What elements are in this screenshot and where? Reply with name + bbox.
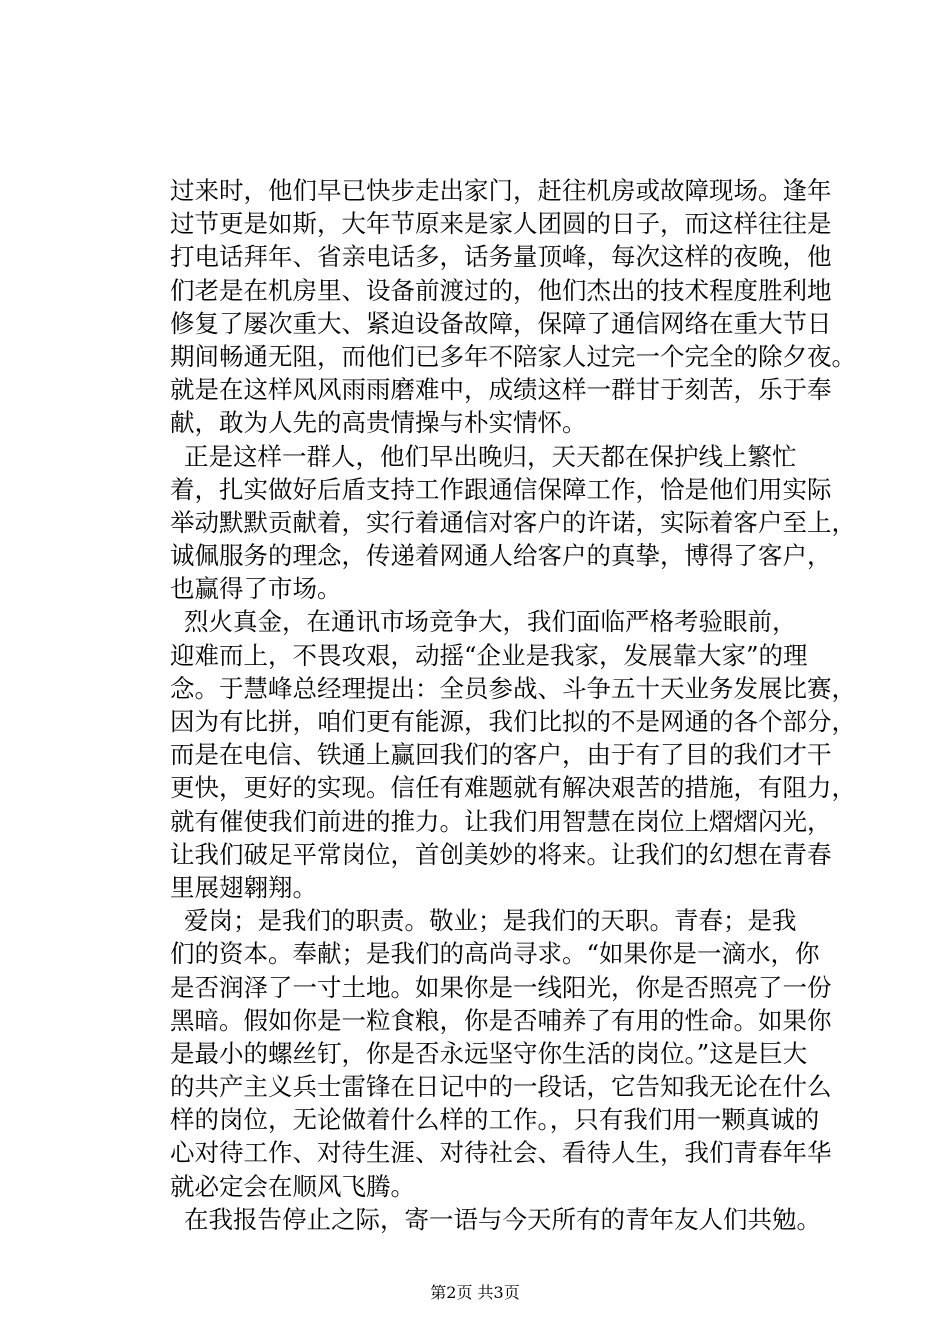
text-line: 迎难而上，不畏攻艰，动摇“企业是我家，发展靠大家”的理 — [170, 640, 808, 670]
text-line: 就必定会在顺风飞腾。 — [170, 1171, 415, 1201]
text-line: 念。于慧峰总经理提出：全员参战、斗争五十天业务发展比赛， — [170, 673, 856, 703]
text-line: 心对待工作、对待生涯、对待社会、看待人生，我们青春年华 — [170, 1138, 832, 1168]
text-line: 们老是在机房里、设备前渡过的，他们杰出的技术程度胜利地 — [170, 275, 832, 305]
text-line: 诚佩服务的理念，传递着网通人给客户的真挚，博得了客户， — [170, 541, 832, 571]
text-line: 里展翅翱翔。 — [170, 872, 317, 902]
text-line: 过节更是如斯，大年节原来是家人团圆的日子，而这样往往是 — [170, 209, 832, 239]
text-line: 因为有比拼，咱们更有能源，我们比拟的不是网通的各个部分， — [170, 707, 856, 736]
text-line: 过来时，他们早已快步走出家门，赶往机房或故障现场。逢年 — [170, 176, 832, 205]
text-line: 就有催使我们前进的推力。让我们用智慧在岗位上熠熠闪光， — [170, 806, 832, 836]
text-line: 而是在电信、铁通上赢回我们的客户，由于有了目的我们才干 — [170, 740, 832, 770]
document-body — [170, 174, 860, 1236]
text-line: 的共产主义兵士雷锋在日记中的一段话，它告知我无论在什么 — [170, 1072, 832, 1102]
text-line: 样的岗位，无论做着什么样的工作。，只有我们用一颗真诚的 — [170, 1105, 820, 1135]
text-line: 黑暗。假如你是一粒食粮，你是否哺养了有用的性命。如果你 — [170, 1005, 832, 1035]
text-line: 更快，更好的实现。信任有难题就有解决艰苦的措施，有阻力， — [170, 773, 856, 803]
text-line: 是否润泽了一寸土地。如果你是一线阳光，你是否照亮了一份 — [170, 972, 832, 1002]
text-line: 们的资本。奉献；是我们的高尚寻求。“如果你是一滴水，你 — [170, 939, 820, 969]
text-line: 是最小的螺丝钉，你是否永远坚守你生活的岗位。”这是巨大 — [170, 1038, 808, 1068]
text-line: 举动默默贡献着，实行着通信对客户的许诺，实际着客户至上， — [170, 507, 856, 537]
text-line: 也赢得了市场。 — [170, 574, 342, 604]
text-line: 让我们破足平常岗位，首创美妙的将来。让我们的幻想在青春 — [170, 839, 832, 869]
paragraph-start-line: 正是这样一群人，他们早出晚归，天天都在保护线上繁忙 — [184, 441, 797, 471]
text-line: 打电话拜年、省亲电话多，话务量顶峰，每次这样的夜晚，他 — [170, 242, 832, 272]
text-line: 献，敢为人先的高贵情操与朴实情怀。 — [170, 408, 587, 438]
text-line: 修复了屡次重大、紧迫设备故障，保障了通信网络在重大节日 — [170, 308, 832, 338]
paragraph-start-line: 在我报告停止之际，寄一语与今天所有的青年友人们共勉。 — [184, 1204, 821, 1234]
paragraph-start-line: 烈火真金，在通讯市场竞争大，我们面临严格考验眼前， — [184, 607, 797, 637]
page-footer: 第2页 共3页 — [430, 1283, 520, 1302]
text-line: 期间畅通无阻，而他们已多年不陪家人过完一个完全的除夕夜。 — [170, 341, 856, 371]
text-line: 着，扎实做好后盾支持工作跟通信保障工作，恰是他们用实际 — [170, 474, 832, 504]
text-line: 就是在这样风风雨雨磨难中，成绩这样一群甘于刻苦，乐于奉 — [170, 375, 832, 405]
paragraph-start-line: 爱岗；是我们的职责。敬业；是我们的天职。青春；是我 — [184, 906, 797, 936]
